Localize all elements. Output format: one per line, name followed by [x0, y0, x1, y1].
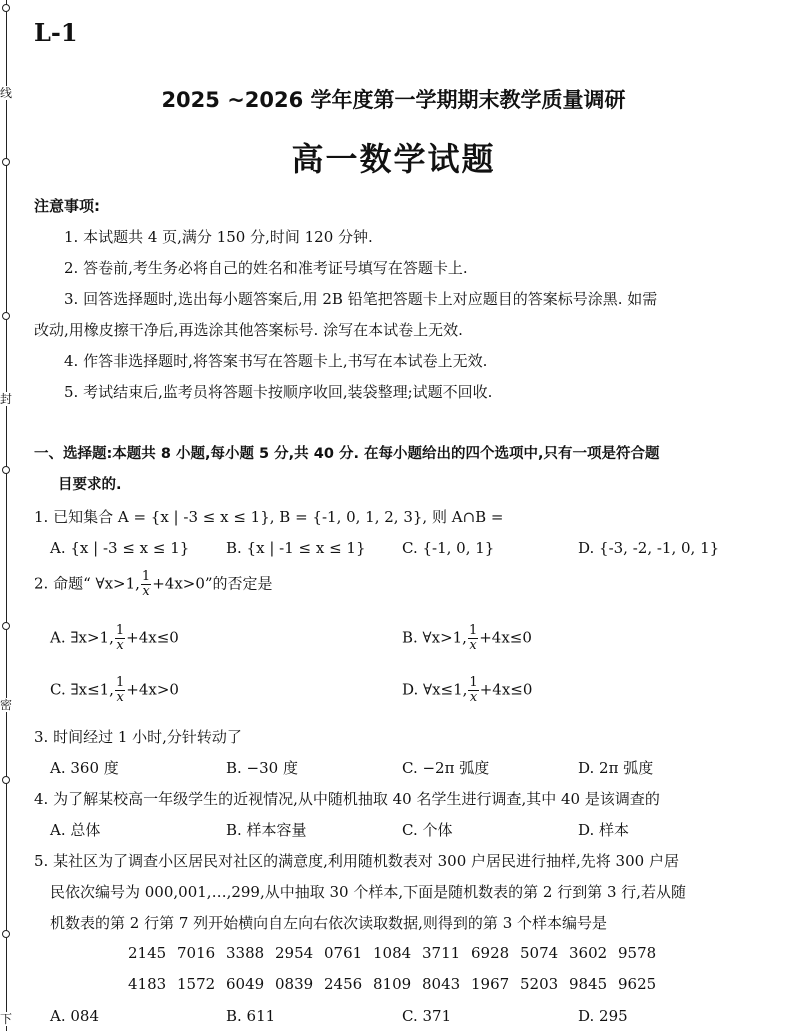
q1-option-a: A. {x | -3 ≤ x ≤ 1} [50, 539, 190, 557]
question-1-stem: 1. 已知集合 A = {x | -3 ≤ x ≤ 1}, B = {-1, 0, 1, 2, 3}, 则 A∩B = [34, 508, 504, 526]
note-item: 2. 答卷前,考生务必将自己的姓名和准考证号填写在答题卡上. [64, 259, 468, 277]
frac-num: 1 [468, 623, 478, 638]
note-item: 3. 回答选择题时,选出每小题答案后,用 2B 铅笔把答题卡上对应题目的答案标号涂黑. 如需 [64, 290, 658, 308]
option-pre: C. ∃x≤1, [50, 680, 114, 699]
binding-char: 线 [0, 86, 13, 100]
frac-den: x [469, 638, 477, 653]
option-pre: B. ∀x>1, [402, 628, 467, 647]
note-item: 5. 考试结束后,监考员将答题卡按顺序收回,装袋整理;试题不回收. [64, 383, 493, 401]
q4-option-d: D. 样本 [578, 821, 630, 839]
frac-den: x [142, 584, 150, 599]
random-number-cell: 2954 [275, 944, 314, 962]
option-post: +4x≤0 [126, 628, 179, 647]
random-number-cell: 3602 [569, 944, 608, 962]
note-item: 1. 本试题共 4 页,满分 150 分,时间 120 分钟. [64, 228, 373, 246]
random-number-cell: 3388 [226, 944, 265, 962]
random-number-cell: 5074 [520, 944, 559, 962]
q1-option-c: C. {-1, 0, 1} [402, 539, 495, 557]
notes-heading: 注意事项: [34, 197, 100, 215]
binding-hole [2, 930, 10, 938]
option-fraction [468, 624, 478, 653]
note-item: 改动,用橡皮擦干净后,再选涂其他答案标号. 涂写在本试卷上无效. [34, 321, 463, 339]
question-4-stem: 4. 为了解某校高一年级学生的近视情况,从中随机抽取 40 名学生进行调查,其中 40 是该调查的 [34, 790, 660, 808]
question-3-stem: 3. 时间经过 1 小时,分针转动了 [34, 728, 242, 746]
binding-hole [2, 466, 10, 474]
frac-num: 1 [469, 675, 478, 690]
random-number-cell: 4183 [128, 975, 167, 993]
option-fraction [115, 676, 125, 705]
q4-option-c: C. 个体 [402, 821, 453, 839]
option-fraction [468, 676, 478, 705]
q3-option-d: D. 2π 弧度 [578, 759, 654, 777]
q1-option-b: B. {x | -1 ≤ x ≤ 1} [226, 539, 366, 557]
note-item: 4. 作答非选择题时,将答案书写在答题卡上,书写在本试卷上无效. [64, 352, 488, 370]
q2-stem-pre: 2. 命题“ ∀x>1, [34, 574, 140, 593]
option-fraction [115, 624, 125, 653]
question-2-stem [34, 570, 273, 599]
option-pre: A. ∃x>1, [50, 628, 114, 647]
random-number-cell: 7016 [177, 944, 216, 962]
frac-num: 1 [115, 675, 125, 690]
option-post: +4x>0 [126, 680, 179, 699]
random-number-cell: 8109 [373, 975, 412, 993]
binding-hole [2, 622, 10, 630]
random-number-cell: 6049 [226, 975, 265, 993]
question-5-stem-cont: 民依次编号为 000,001,…,299,从中抽取 30 个样本,下面是随机数表的第 2 行到第 3 行,若从随 [50, 883, 687, 901]
q3-option-a: A. 360 度 [50, 759, 119, 777]
random-number-cell: 1084 [373, 944, 412, 962]
q5-option-d: D. 295 [578, 1007, 628, 1025]
random-number-cell: 2145 [128, 944, 167, 962]
option-post: +4x≤0 [479, 680, 533, 699]
binding-hole [2, 4, 10, 12]
q4-option-b: B. 样本容量 [226, 821, 307, 839]
q2-option-d [402, 676, 532, 705]
frac-den: x [116, 638, 124, 653]
binding-hole [2, 312, 10, 320]
option-pre: D. ∀x≤1, [402, 680, 468, 699]
q2-option-b [402, 624, 532, 653]
q2-option-a [50, 624, 179, 653]
binding-char: 封 [0, 392, 13, 406]
frac-den: x [469, 690, 478, 705]
frac-den: x [116, 690, 124, 705]
exam-title: 高一数学试题 [291, 140, 496, 178]
random-number-cell: 6928 [471, 944, 510, 962]
random-number-cell: 8043 [422, 975, 461, 993]
q5-option-a: A. 084 [50, 1007, 99, 1025]
section-heading-cont: 目要求的. [58, 477, 122, 493]
random-number-cell: 0761 [324, 944, 363, 962]
random-number-cell: 1967 [471, 975, 510, 993]
random-number-cell: 1572 [177, 975, 216, 993]
question-5-stem-cont: 机数表的第 2 行第 7 列开始横向自左向右依次读取数据,则得到的第 3 个样本编号是 [50, 914, 608, 932]
q1-option-d: D. {-3, -2, -1, 0, 1} [578, 539, 720, 557]
random-number-cell: 9625 [618, 975, 657, 993]
frac-num: 1 [141, 569, 151, 584]
random-number-cell: 0839 [275, 975, 314, 993]
section-heading: 一、选择题:本题共 8 小题,每小题 5 分,共 40 分. 在每小题给出的四个选项中,只有一项是符合题 [34, 446, 660, 462]
q5-option-b: B. 611 [226, 1007, 276, 1025]
binding-hole [2, 776, 10, 784]
random-number-cell: 5203 [520, 975, 559, 993]
frac-num: 1 [115, 623, 125, 638]
q3-option-c: C. −2π 弧度 [402, 759, 490, 777]
q5-option-c: C. 371 [402, 1007, 452, 1025]
exam-subtitle: 2025 ~2026 学年度第一学期期末教学质量调研 [161, 88, 626, 112]
q2-fraction [141, 570, 151, 599]
q2-option-c [50, 676, 179, 705]
random-number-cell: 9578 [618, 944, 657, 962]
exam-code: L-1 [34, 18, 78, 47]
binding-char: 下 [0, 1012, 13, 1026]
random-number-cell: 3711 [422, 944, 461, 962]
q3-option-b: B. −30 度 [226, 759, 298, 777]
random-number-cell: 2456 [324, 975, 363, 993]
random-number-cell: 9845 [569, 975, 608, 993]
q2-stem-post: +4x>0”的否定是 [152, 574, 273, 593]
q4-option-a: A. 总体 [50, 821, 101, 839]
binding-char: 密 [0, 698, 13, 712]
option-post: +4x≤0 [479, 628, 532, 647]
question-5-stem: 5. 某社区为了调查小区居民对社区的满意度,利用随机数表对 300 户居民进行抽样,先将 300 户居 [34, 852, 679, 870]
